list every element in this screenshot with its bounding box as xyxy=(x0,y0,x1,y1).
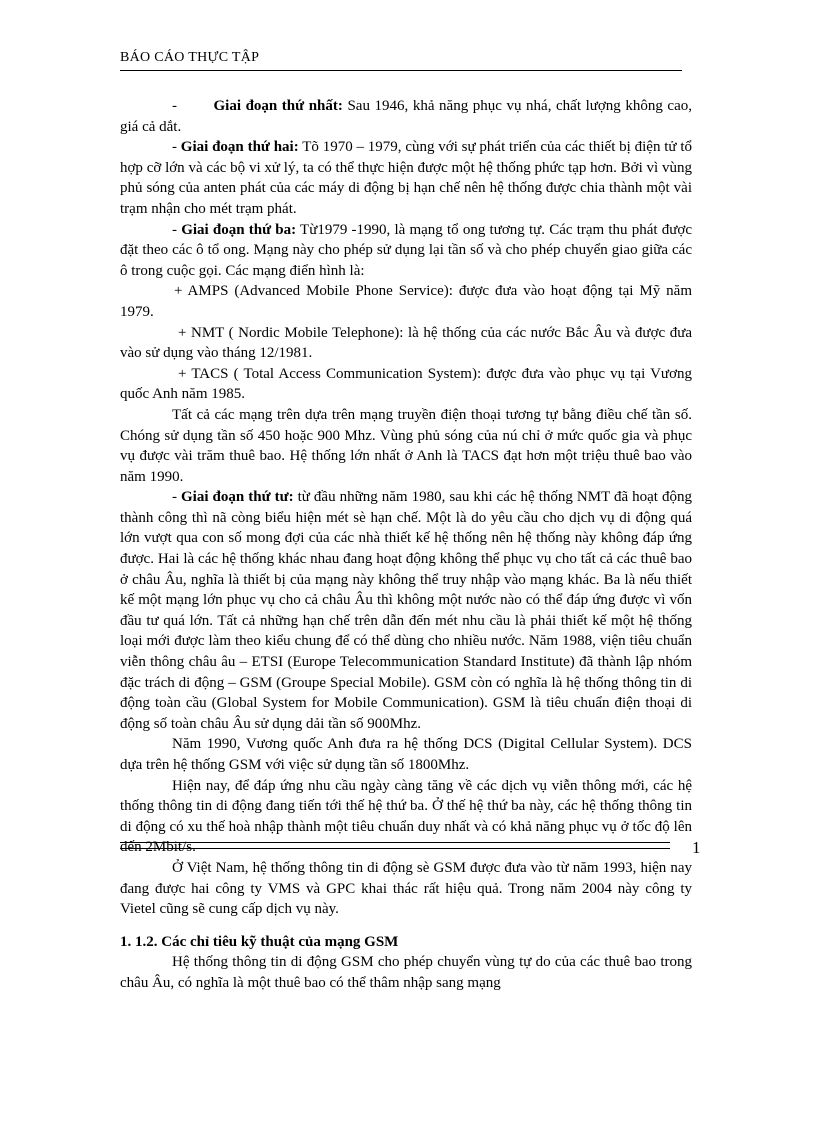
section-heading: 1. 1.2. Các chỉ tiêu kỹ thuật của mạng GSM xyxy=(120,933,399,950)
phase-3-paragraph xyxy=(120,220,692,282)
header-title: BÁO CÁO THỰC TẬP xyxy=(120,50,260,65)
phase-4-label: Giai đoạn thứ tư: xyxy=(181,489,294,506)
analog-summary-paragraph: Tất cả các mạng trên dựa trên mạng truyền điện thoại tương tự bằng điều chế tần số. Chóng sử dụng tần số 450 hoặc 900 Mhz. Vùng phủ sóng của nú chỉ ở mức quốc gia và phục vụ được vài trăm thuê bao. Hệ thống lớn nhất ở Anh là TACS đạt hơn một triệu thuê bao vào năm 1990. xyxy=(120,406,692,485)
phase-3-text: Từ1979 -1990, là mạng tổ ong tương tự. Các trạm thu phát được đặt theo các ô tổ ong. Mạng này cho phép sử dụng lại tần số và cho phép chuyển giao giữa các ô trong cuộc gọi. Các mạng điển hình là: xyxy=(120,221,692,279)
section-body-paragraph: Hệ thống thông tin di động GSM cho phép chuyển vùng tự do của các thuê bao trong châu Âu, có nghĩa là một thuê bao có thể thâm nhập sang mạng xyxy=(120,954,692,991)
phase-4-text: từ đầu những năm 1980, sau khi các hệ thống NMT đã hoạt động thành công thì nã còng biểu hiện mét sè hạn chế. Một là do yêu cầu cho dịch vụ di động quá lớn vượt qua con số mong đợi của các nhà thiết kế hệ thống nên hệ thống này không đáp ứng được. Hai là các hệ thống khác nhau đang hoạt động không thể phục vụ cho tất cả các thuê bao ở châu Âu, nghĩa là thiết bị của mạng này không thể truy nhập vào mạng khác. Ba là nếu thiết kế một mạng lớn phục vụ cho cả châu Âu thì không một nước nào có thể đáp ứng được vì vốn đầu tư quá lớn. Tất cả những hạn chế trên dẫn đến mét nhu cầu là phải thiết kế một hệ thống loại mới được làm theo kiểu chung để có thể dùng cho nhiều nước. Năm 1988, viện tiêu chuẩn viễn thông châu âu – ETSI (Europe Telecommunication Standard Institute) đã thành lập nhóm đặc trách di động – GSM (Groupe Special Mobile). GSM còn có nghĩa là hệ thống thông tin di động toàn cầu (Global System for Mobile Communication). GSM là tiêu chuẩn điện thoại di động số toàn châu Âu sử dụng dải tần số 900Mhz. xyxy=(120,489,692,732)
page-number: 1 xyxy=(692,838,701,857)
amps-item: + AMPS (Advanced Mobile Phone Service): được đưa vào hoạt động tại Mỹ năm 1979. xyxy=(120,283,692,320)
phase-4-dash: - xyxy=(172,489,182,506)
phase-2-paragraph xyxy=(120,137,692,219)
page-header xyxy=(120,50,682,71)
phase-3-label: Giai đoạn thứ ba: xyxy=(181,221,297,238)
phase-2-text: Tõ 1970 – 1979, cùng với sự phát triển của các thiết bị điện tử tổ hợp cỡ lớn và các bộ vi xử lý, ta có thể thực hiện được một hệ thống phức tạp hơn. Bởi vì vùng phủ sóng của anten phát của các máy di động bị hạn chế nên hệ thống được chia thành một vài trạm nhận cho mét trạm phát. xyxy=(120,139,693,217)
phase-1-text: Sau 1946, khả năng phục vụ nhá, chất lượng không cao, giá cả dắt. xyxy=(120,98,692,135)
tacs-item: + TACS ( Total Access Communication System): được đưa vào phục vụ tại Vương quốc Anh năm 1985. xyxy=(120,365,692,403)
nmt-item: + NMT ( Nordic Mobile Telephone): là hệ thống của các nước Bắc Âu và được đưa vào sử dụng vào tháng 12/1981. xyxy=(120,324,692,362)
dcs-paragraph: Năm 1990, Vương quốc Anh đưa ra hệ thống DCS (Digital Cellular System). DCS dựa trên hệ thống GSM với việc sử dụng tần số 1800Mhz. xyxy=(120,736,692,773)
phase-2-dash: - xyxy=(172,139,181,156)
vietnam-paragraph: Ở Việt Nam, hệ thống thông tin di động sè GSM được đưa vào từ năm 1993, hiện nay đang được hai công ty VMS và GPC khai thác rất hiệu quả. Trong năm 2004 này công ty Vietel cũng sẽ cung cấp dịch vụ này. xyxy=(120,859,692,918)
phase-3-dash: - xyxy=(172,221,182,238)
third-generation-paragraph: Hiện nay, để đáp ứng nhu cầu ngày càng tăng về các dịch vụ viễn thông mới, các hệ thống thông tin di động đang tiến tới thế hệ thứ ba. Ở thế hệ thứ ba này, các hệ thống thông tin di động có xu thế hoà nhập thành một tiêu chuẩn duy nhất và có khả năng phục vụ ở tốc độ lên đến 2Mbit/s. xyxy=(120,777,692,856)
document-body xyxy=(120,96,692,994)
phase-2-label: Giai đoạn thứ hai: xyxy=(180,139,299,156)
phase-4-paragraph xyxy=(120,487,692,734)
phase-1-dash: - xyxy=(172,98,214,114)
phase-1-paragraph xyxy=(120,96,692,137)
footer-double-rule xyxy=(120,842,670,849)
phase-1-label: Giai đoạn thứ nhất: xyxy=(213,98,343,114)
